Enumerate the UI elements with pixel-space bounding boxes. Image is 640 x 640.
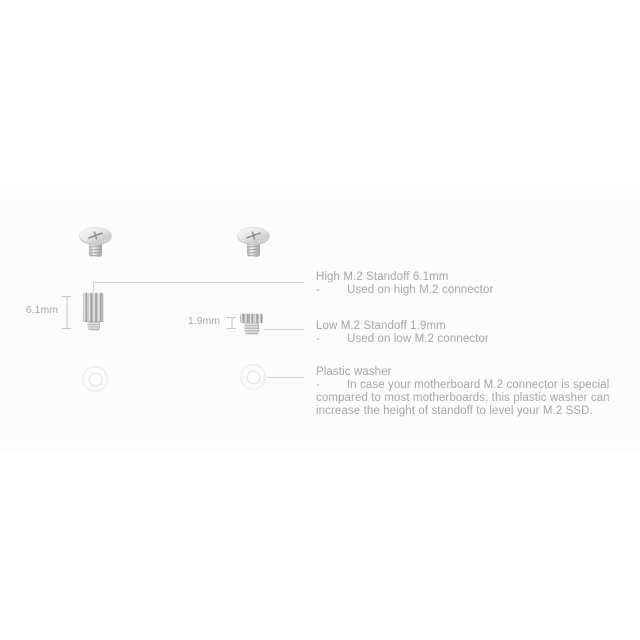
plastic-washer-icon	[82, 366, 108, 392]
plastic-washer-desc-line1	[316, 379, 616, 392]
bullet-dash: -	[316, 284, 320, 296]
dimension-label-high-standoff: 6.1mm	[25, 304, 58, 316]
plastic-washer-desc-line3: increase the height of standoff to level your M.2 SSD.	[316, 405, 593, 417]
dimension-bracket-icon	[62, 296, 71, 329]
dimension-bracket-icon	[227, 317, 236, 329]
washer-hole	[248, 372, 259, 383]
plastic-washer-label	[316, 366, 616, 418]
washer-hole	[90, 374, 101, 385]
high-standoff-note-text: Used on high M.2 connector	[346, 284, 494, 296]
leader-line-low-standoff	[264, 329, 304, 330]
high-standoff-note	[316, 284, 616, 297]
low-standoff-thread-icon	[244, 323, 259, 335]
plastic-washer-desc-text1: In case your motherboard M.2 connector is special	[346, 379, 610, 391]
m2-screw-icon	[76, 226, 116, 262]
high-standoff-label	[316, 271, 616, 297]
plastic-washer-title: Plastic washer	[316, 366, 392, 378]
m2-screw-icon	[234, 226, 274, 262]
low-standoff-title: Low M.2 Standoff 1.9mm	[316, 320, 446, 332]
low-standoff-label	[316, 320, 616, 346]
bullet-dash: -	[316, 379, 320, 391]
low-standoff-note-text: Used on low M.2 connector	[346, 333, 489, 345]
high-standoff-thread-icon	[87, 322, 100, 331]
high-standoff-icon	[83, 292, 104, 322]
low-standoff-note	[316, 333, 616, 346]
dimension-label-low-standoff: 1.9mm	[187, 315, 220, 327]
plastic-washer-desc-line2: compared to most motherboards, this plastic washer can	[316, 392, 610, 404]
low-standoff-icon	[240, 313, 263, 323]
plastic-washer-icon	[240, 364, 266, 390]
bullet-dash: -	[316, 333, 320, 345]
leader-line-plastic-washer	[267, 377, 304, 378]
high-standoff-title: High M.2 Standoff 6.1mm	[316, 271, 449, 283]
leader-line-high-standoff	[93, 282, 304, 283]
